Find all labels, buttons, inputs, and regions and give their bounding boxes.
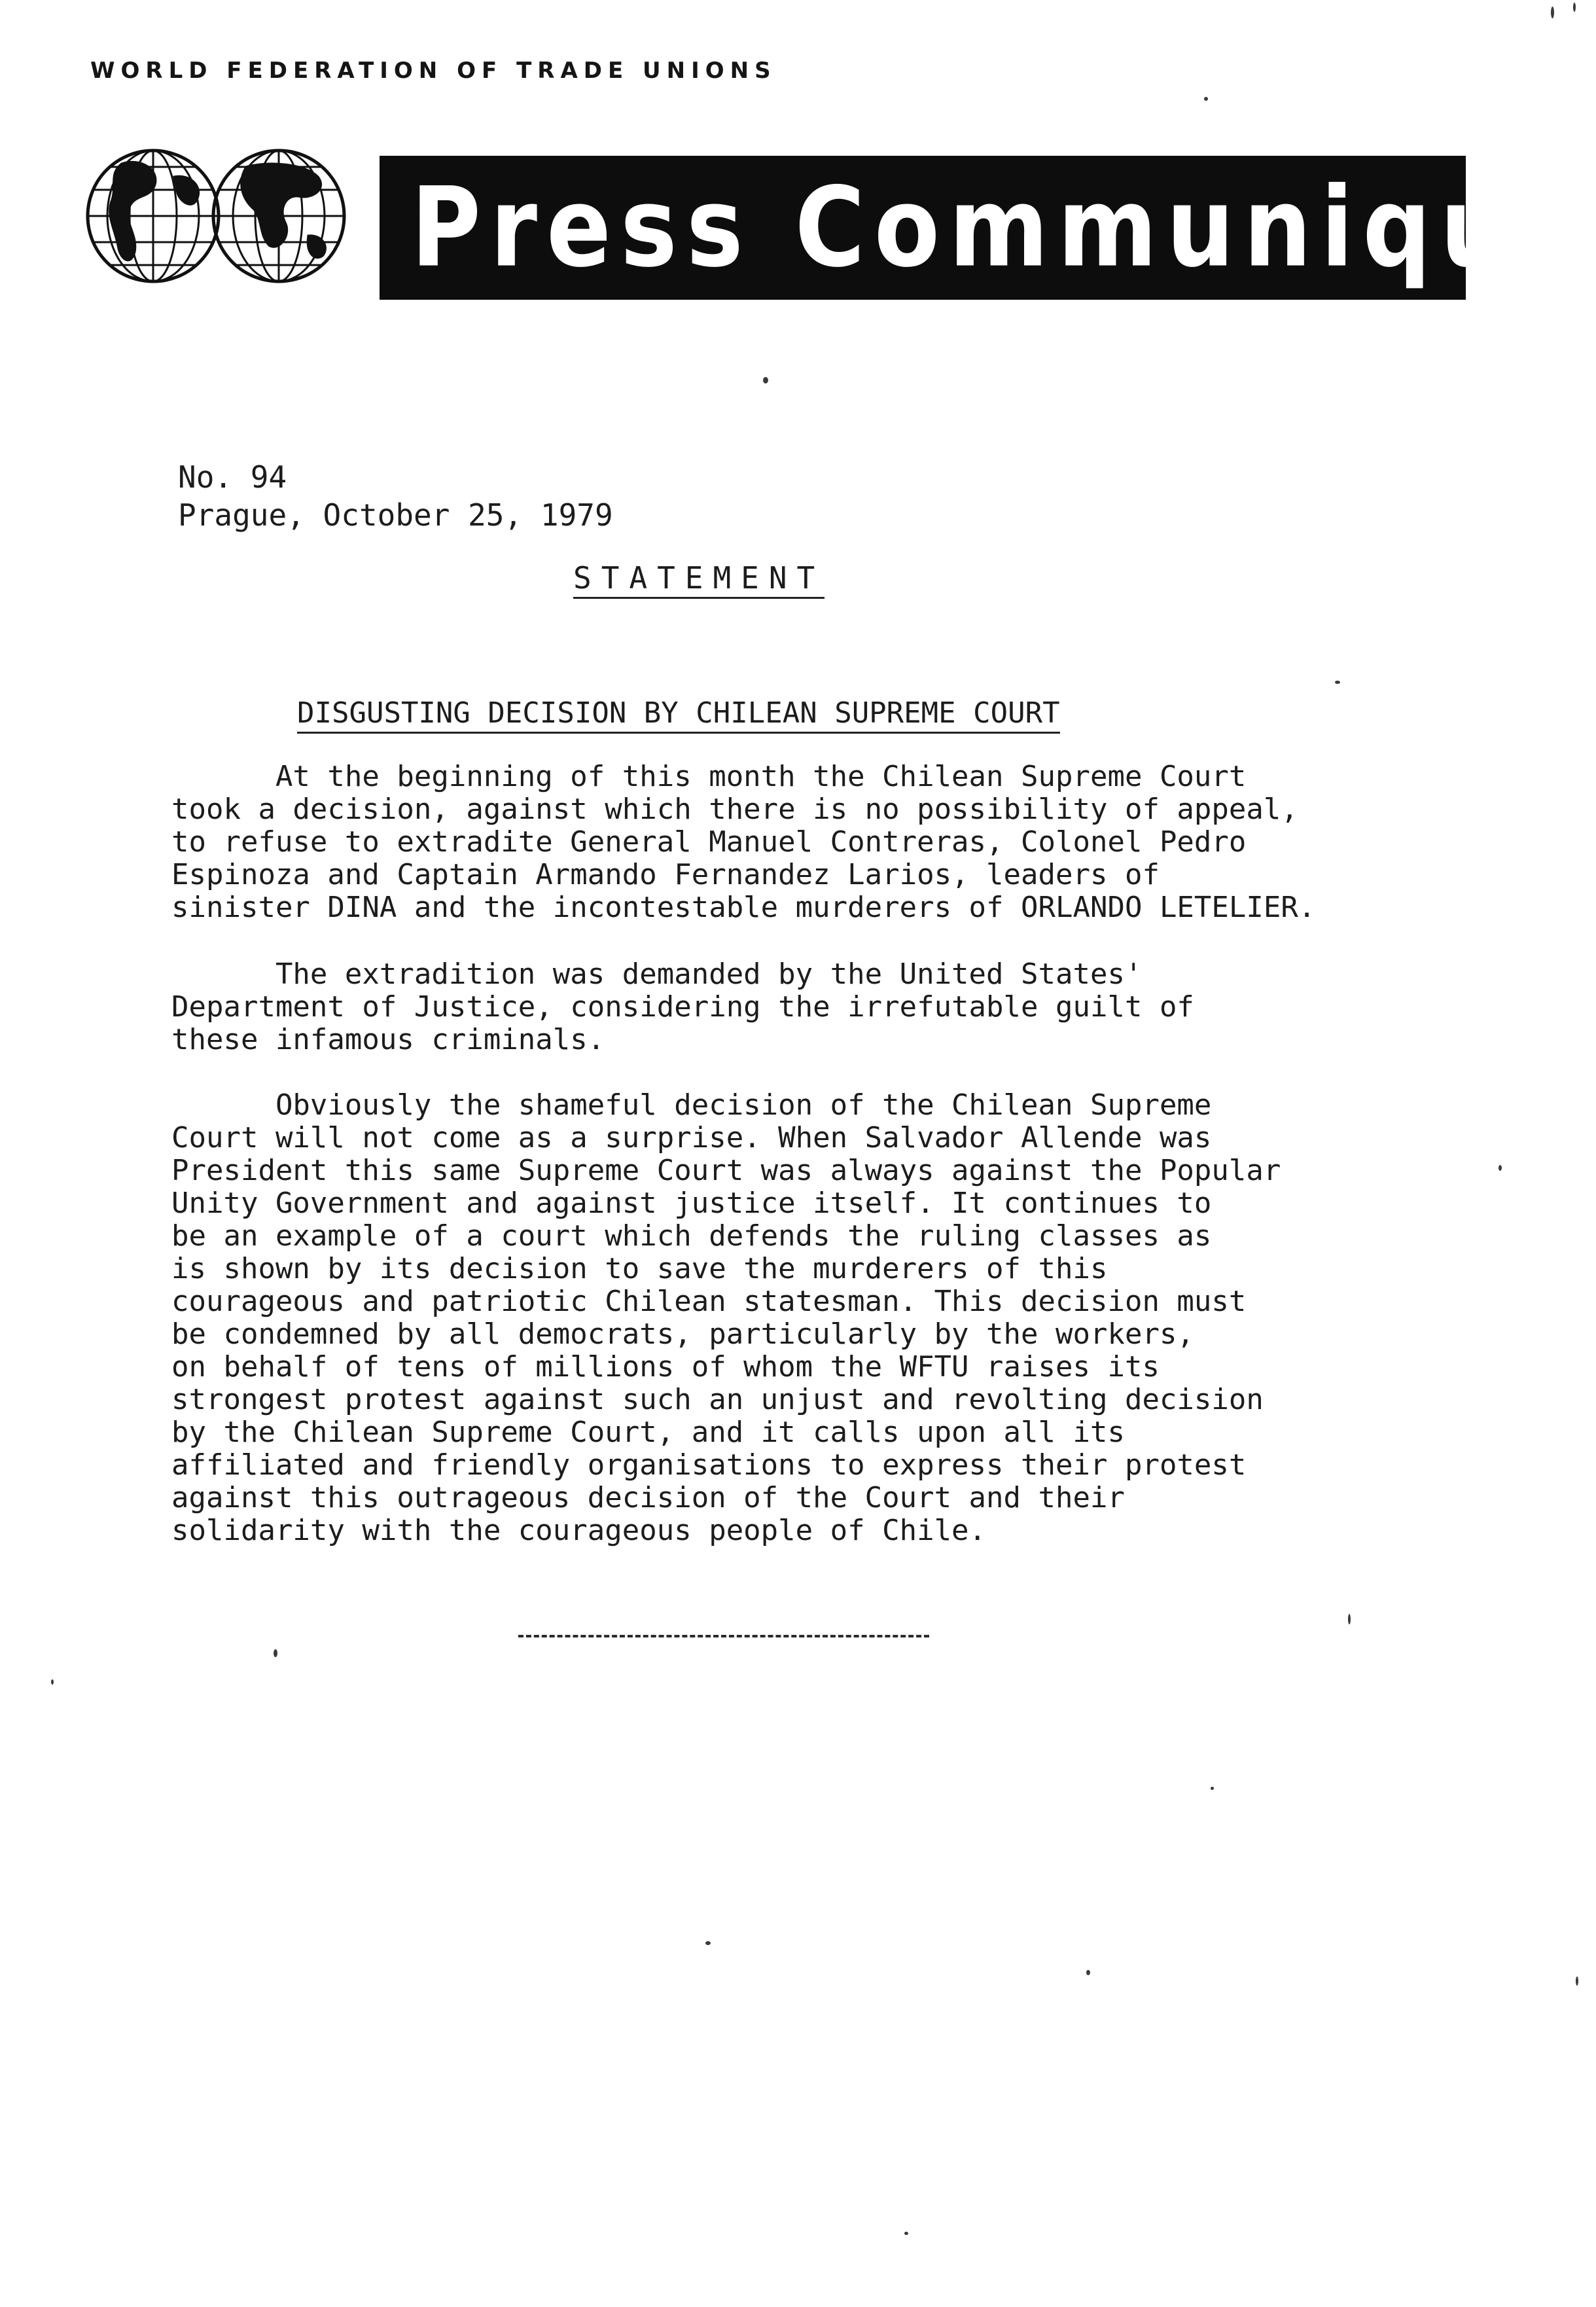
scan-speck <box>51 1679 54 1685</box>
communique-number: No. 94 <box>178 459 287 495</box>
twin-globe-logo <box>82 137 352 292</box>
scan-speck <box>1348 1614 1351 1624</box>
scan-speck <box>1576 1976 1578 1986</box>
body-paragraph-2: The extradition was demanded by the United States' Department of Justice, considering the irrefutable guilt of these infamous criminals. <box>171 957 1194 1056</box>
scan-speck <box>1551 7 1554 18</box>
scan-speck <box>274 1649 277 1657</box>
scan-speck <box>1335 681 1340 684</box>
scan-speck <box>1573 3 1576 12</box>
body-paragraph-1: At the beginning of this month the Chilean Supreme Court took a decision, against which there is no possibility of appeal, to refuse to extradite General Manuel Contreras, Colonel Pedro Espinoza and Captain Armando Fernandez Larios, leaders of sinister DINA and the incontestable murderers of ORLANDO LETELIER. <box>171 760 1316 924</box>
scan-speck <box>763 377 768 384</box>
scan-speck <box>1086 1970 1090 1975</box>
body-paragraph-3: Obviously the shameful decision of the Chilean Supreme Court will not come as a surprise. When Salvador Allende was President this same Supreme Court was always against the Popular Unity Government and against justice itself. It continues to be an example of a court which defends the ruling classes as is shown by its decision to save the murderers of this courageous and patriotic Chilean statesman. This decision must be condemned by all democrats, particularly by the workers, on behalf of tens of millions of whom the WFTU raises its strongest protest against such an unjust and revolting decision by the Chilean Supreme Court, and it calls upon all its affiliated and friendly organisations to express their protest against this outrageous decision of the Court and their solidarity with the courageous people of Chile. <box>171 1088 1281 1547</box>
document-type-heading: STATEMENT <box>573 563 825 599</box>
closing-rule <box>518 1635 929 1637</box>
place-and-date: Prague, October 25, 1979 <box>178 497 613 533</box>
banner-title: Press Communique <box>411 164 1591 292</box>
scan-speck <box>1211 1787 1214 1790</box>
scan-speck <box>1204 97 1208 101</box>
organization-name: WORLD FEDERATION OF TRADE UNIONS <box>90 58 777 84</box>
scan-speck <box>904 2232 908 2235</box>
scan-speck <box>1498 1165 1502 1171</box>
statement-headline: DISGUSTING DECISION BY CHILEAN SUPREME COURT <box>297 699 1060 734</box>
press-communique-banner <box>380 156 1591 300</box>
scan-speck <box>705 1941 711 1945</box>
